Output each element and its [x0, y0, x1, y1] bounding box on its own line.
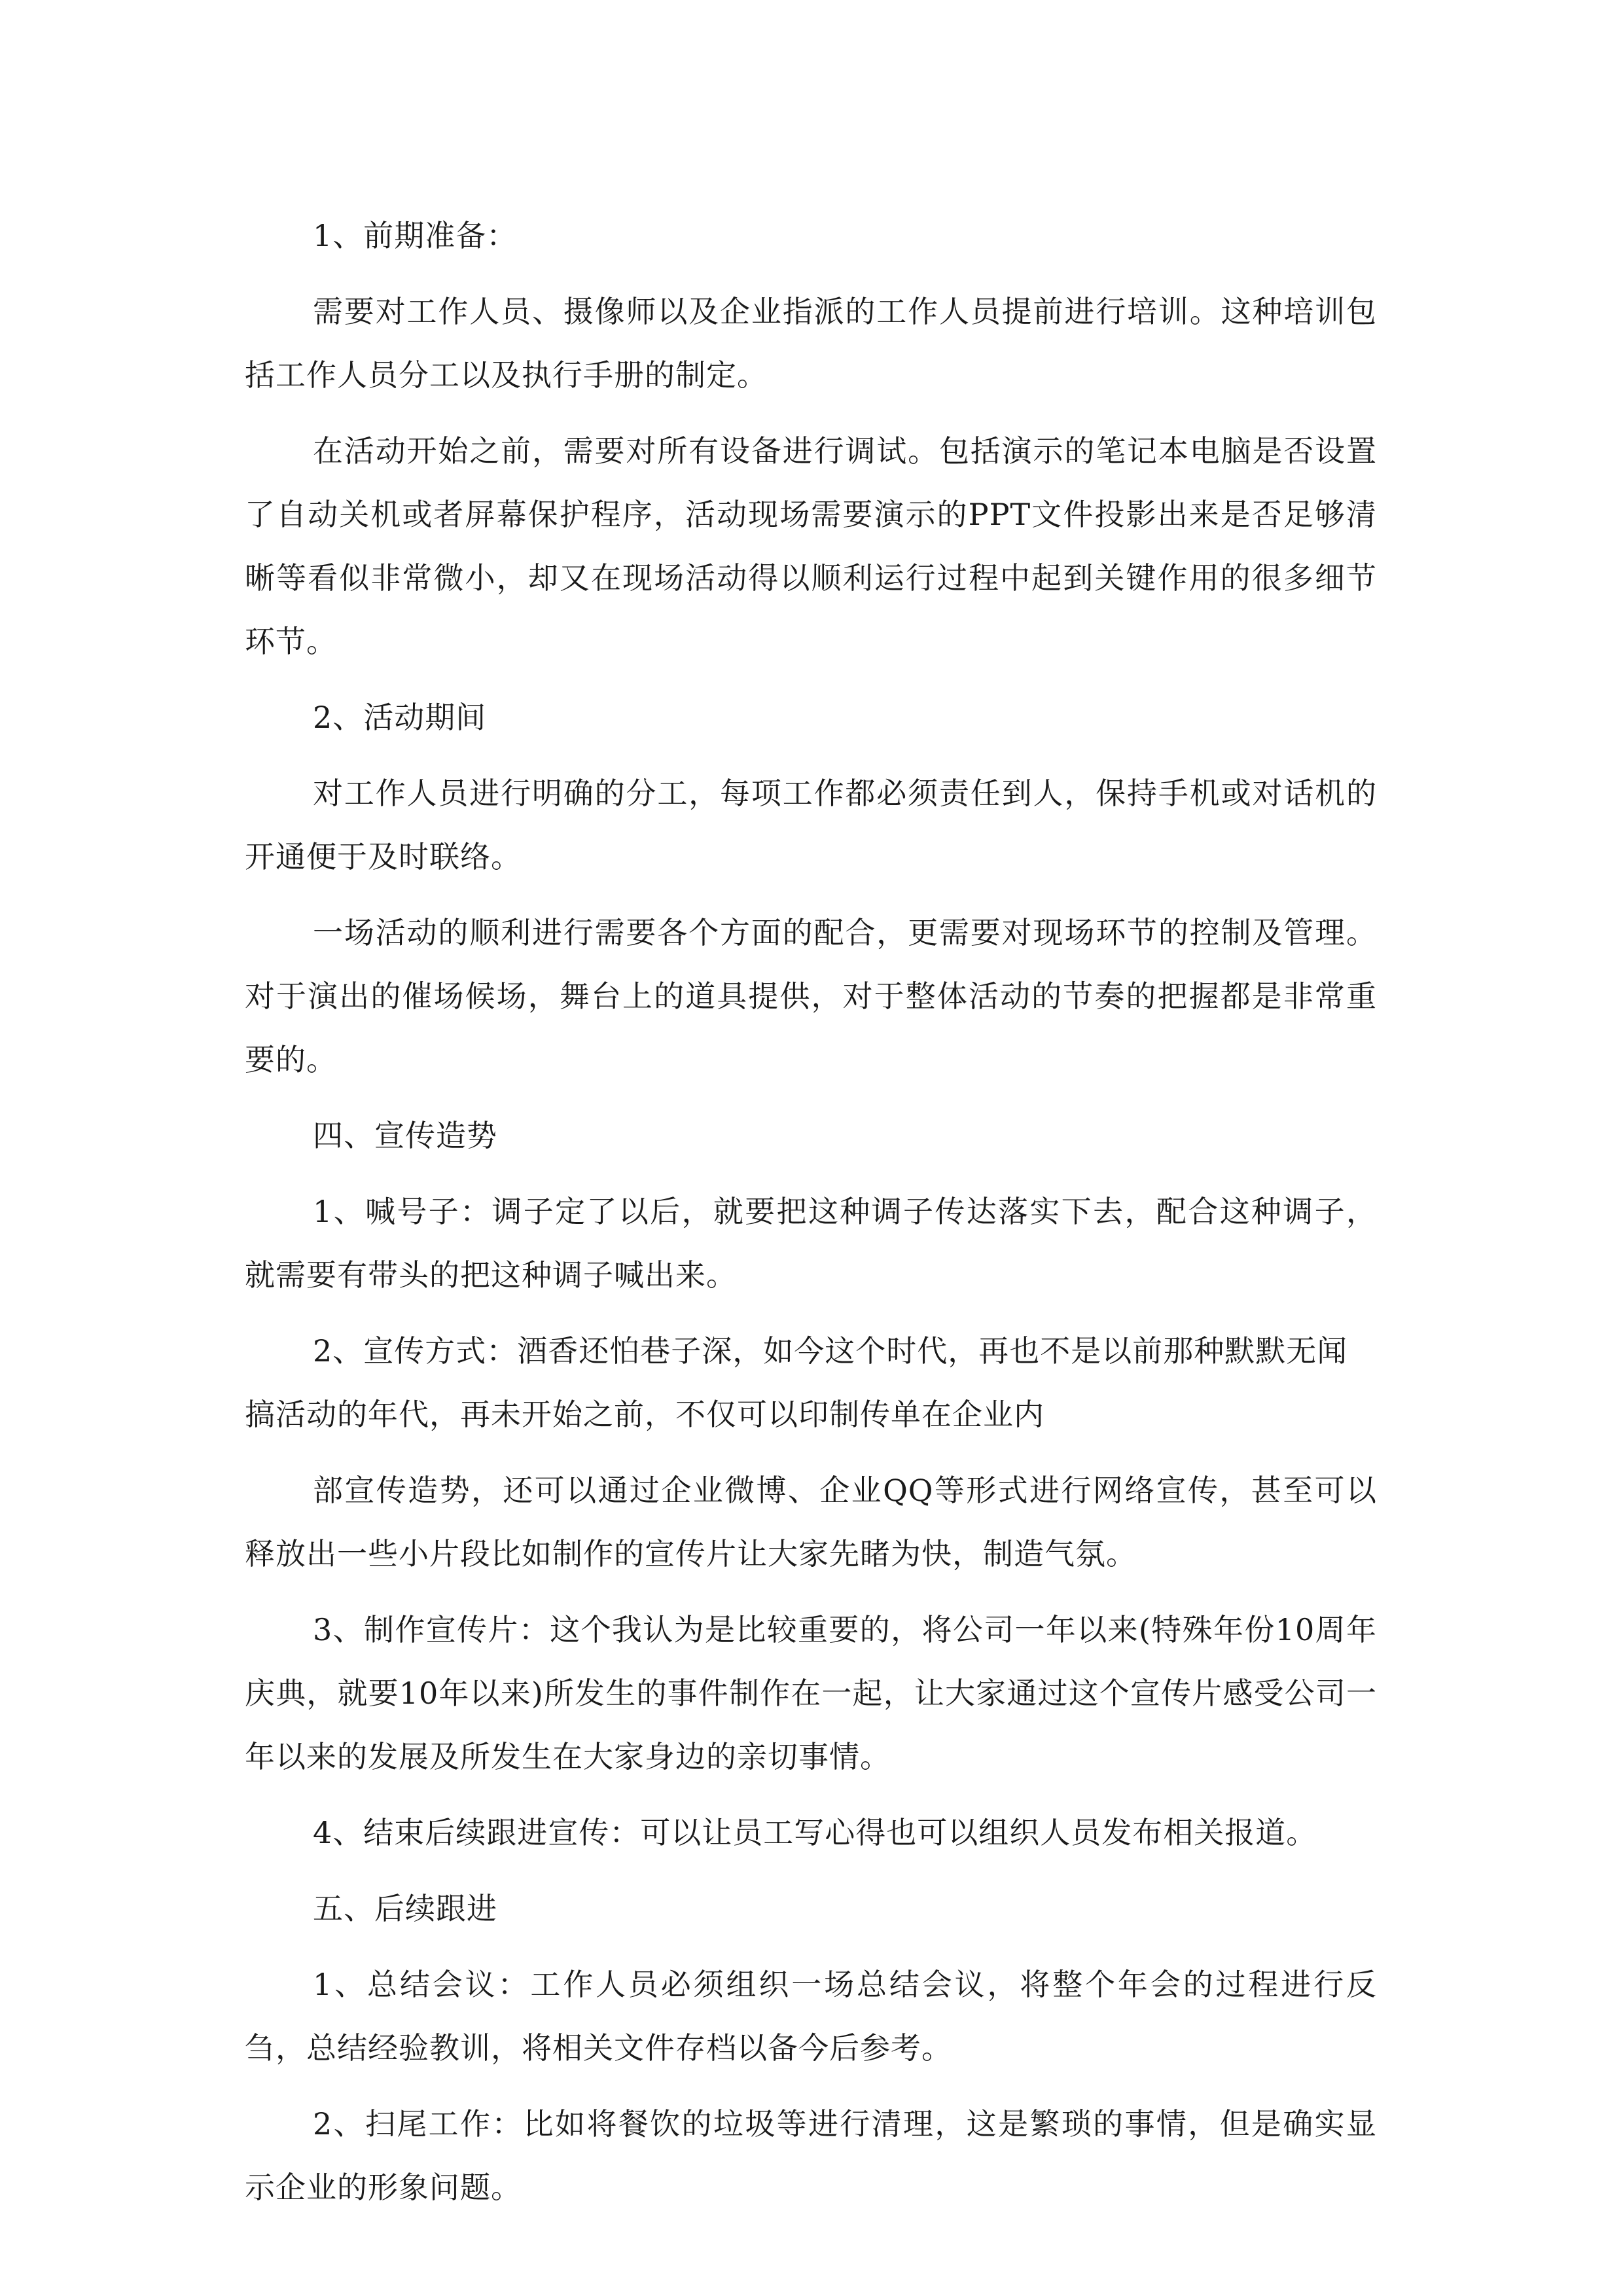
paragraph-training: 需要对工作人员、摄像师以及企业指派的工作人员提前进行培训。这种培训包括工作人员分工以及执行手册的制定。 [245, 294, 1377, 393]
paragraph-division-of-labor: 对工作人员进行明确的分工，每项工作都必须责任到人，保持手机或对话机的开通便于及时联络。 [245, 776, 1377, 874]
heading-during-event: 2、活动期间 [313, 700, 487, 735]
document-page [245, 204, 1377, 2232]
heading-preparation: 1、前期准备： [313, 218, 518, 253]
paragraph-cleanup: 2、扫尾工作：比如将餐饮的垃圾等进行清理，这是繁琐的事情，但是确实显示企业的形象问题。 [245, 2106, 1377, 2205]
paragraph-coordination: 一场活动的顺利进行需要各个方面的配合，更需要对现场环节的控制及管理。对于演出的催场候场，舞台上的道具提供，对于整体活动的节奏的把握都是非常重要的。 [245, 915, 1377, 1077]
paragraph-promo-video: 3、制作宣传片：这个我认为是比较重要的，将公司一年以来(特殊年份10周年庆典，就要10年以来)所发生的事件制作在一起，让大家通过这个宣传片感受公司一年以来的发展及所发生在大家身边的亲切事情。 [245, 1612, 1377, 1774]
paragraph-publicity-methods: 2、宣传方式：酒香还怕巷子深，如今这个时代，再也不是以前那种默默无闻搞活动的年代，再未开始之前，不仅可以印制传单在企业内 [245, 1333, 1348, 1432]
paragraph-equipment-testing: 在活动开始之前，需要对所有设备进行调试。包括演示的笔记本电脑是否设置了自动关机或者屏幕保护程序，活动现场需要演示的PPT文件投影出来是否足够清晰等看似非常微小，却又在现场活动得以顺利运行过程中起到关键作用的很多细节环节。 [245, 433, 1377, 659]
paragraph-summary-meeting: 1、总结会议：工作人员必须组织一场总结会议，将整个年会的过程进行反刍，总结经验教训，将相关文件存档以备今后参考。 [245, 1967, 1377, 2066]
heading-publicity: 四、宣传造势 [313, 1118, 497, 1153]
heading-follow-up: 五、后续跟进 [313, 1891, 497, 1926]
paragraph-follow-up-publicity: 4、结束后续跟进宣传：可以让员工写心得也可以组织人员发布相关报道。 [313, 1815, 1317, 1850]
paragraph-publicity-continued: 部宣传造势，还可以通过企业微博、企业QQ等形式进行网络宣传，甚至可以释放出一些小片段比如制作的宣传片让大家先睹为快，制造气氛。 [245, 1473, 1377, 1571]
paragraph-slogan: 1、喊号子：调子定了以后，就要把这种调子传达落实下去，配合这种调子，就需要有带头的把这种调子喊出来。 [245, 1194, 1377, 1293]
